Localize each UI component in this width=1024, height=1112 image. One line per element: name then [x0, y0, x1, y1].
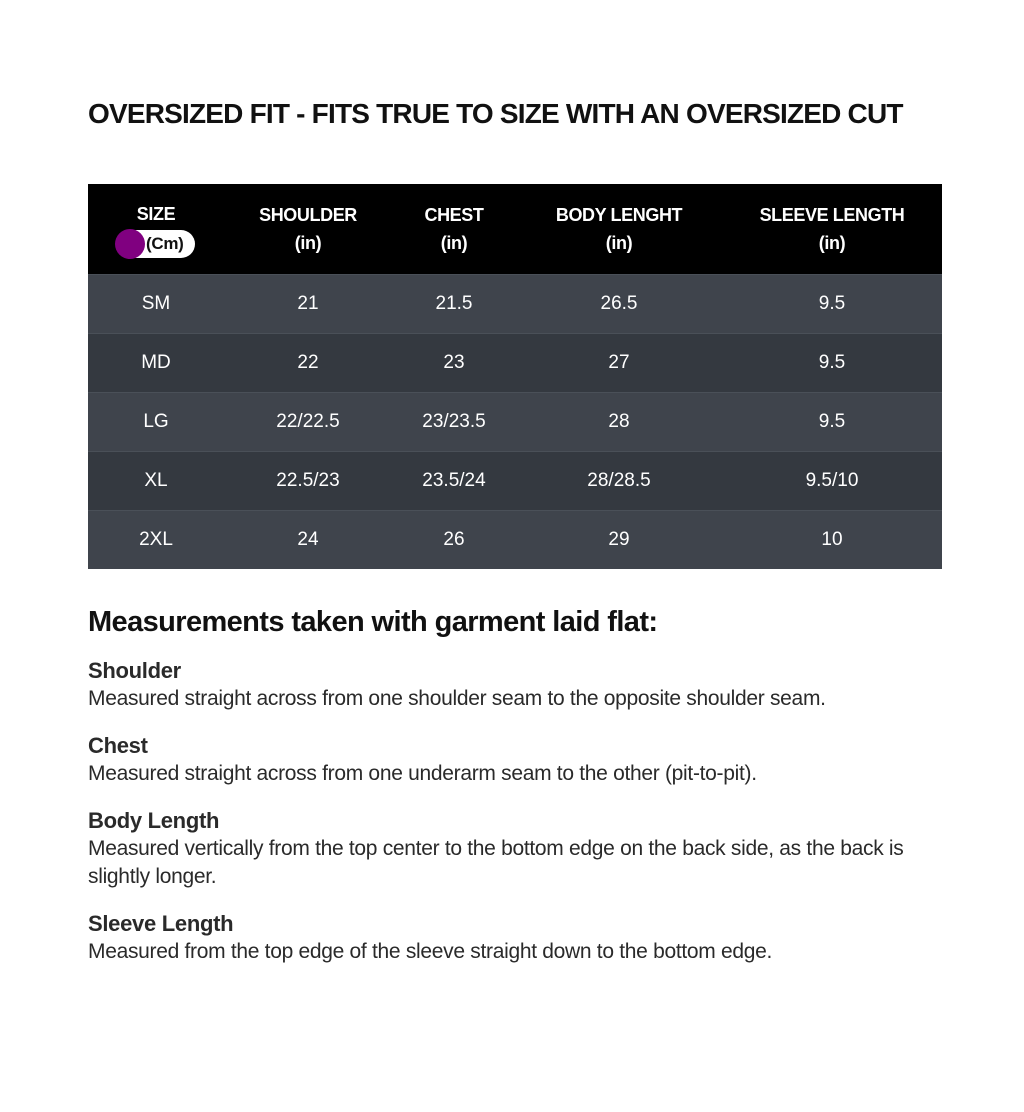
cell-chest: 23.5/24	[392, 452, 516, 511]
header-shoulder-unit: (in)	[294, 233, 322, 253]
cell-shoulder: 22	[224, 334, 392, 393]
measurement-item-body-length	[88, 806, 948, 891]
measurement-term: Sleeve Length	[88, 911, 234, 936]
table-header-row	[88, 184, 942, 275]
measurement-item-sleeve-length	[88, 909, 948, 966]
cell-sleeve-length: 9.5	[722, 334, 942, 393]
cell-chest: 26	[392, 511, 516, 570]
header-size	[88, 184, 224, 275]
header-chest-label: CHEST	[424, 205, 484, 225]
cell-size: XL	[88, 452, 224, 511]
cell-body-length: 28/28.5	[516, 452, 722, 511]
cell-sleeve-length: 9.5/10	[722, 452, 942, 511]
cell-chest: 23/23.5	[392, 393, 516, 452]
table-row	[88, 334, 942, 393]
cell-shoulder: 21	[224, 275, 392, 334]
header-sleeve-length	[722, 184, 942, 275]
measurement-term: Shoulder	[88, 658, 181, 683]
header-chest-unit: (in)	[440, 233, 468, 253]
table-row	[88, 275, 942, 334]
cell-shoulder: 24	[224, 511, 392, 570]
page-title: OVERSIZED FIT - FITS TRUE TO SIZE WITH AN OVERSIZED CUT	[88, 98, 903, 129]
cell-body-length: 29	[516, 511, 722, 570]
measurements-heading: Measurements taken with garment laid flat:	[88, 606, 658, 638]
header-shoulder-label: SHOULDER	[259, 205, 357, 225]
measurement-term: Chest	[88, 733, 148, 758]
measurement-term: Body Length	[88, 808, 220, 833]
cell-size: SM	[88, 275, 224, 334]
cell-chest: 21.5	[392, 275, 516, 334]
cell-size: LG	[88, 393, 224, 452]
measurements-list	[88, 656, 948, 984]
measurement-description: Measured from the top edge of the sleeve straight down to the bottom edge.	[88, 940, 773, 963]
cell-shoulder: 22.5/23	[224, 452, 392, 511]
header-chest	[392, 184, 516, 275]
header-size-label: SIZE	[136, 203, 176, 224]
header-shoulder	[224, 184, 392, 275]
measurement-description: Measured straight across from one underarm seam to the other (pit-to-pit).	[88, 762, 757, 785]
unit-toggle-label: (Cm)	[146, 234, 184, 254]
toggle-knob[interactable]	[115, 229, 145, 259]
measurement-item-shoulder	[88, 656, 948, 713]
header-sleeve-length-unit: (in)	[818, 233, 846, 253]
cell-sleeve-length: 9.5	[722, 275, 942, 334]
cell-chest: 23	[392, 334, 516, 393]
cell-body-length: 27	[516, 334, 722, 393]
measurement-description: Measured straight across from one shoulder seam to the opposite shoulder seam.	[88, 687, 826, 710]
cell-sleeve-length: 10	[722, 511, 942, 570]
table-row	[88, 452, 942, 511]
cell-body-length: 28	[516, 393, 722, 452]
cell-body-length: 26.5	[516, 275, 722, 334]
header-body-length	[516, 184, 722, 275]
measurement-description: Measured vertically from the top center to the bottom edge on the back side, as the back is slightly longer.	[88, 837, 904, 888]
header-body-length-unit: (in)	[605, 233, 633, 253]
cell-shoulder: 22/22.5	[224, 393, 392, 452]
cell-sleeve-length: 9.5	[722, 393, 942, 452]
table-row	[88, 393, 942, 452]
size-chart-table	[88, 184, 942, 569]
table-row	[88, 511, 942, 570]
measurement-item-chest	[88, 731, 948, 788]
unit-toggle[interactable]	[117, 230, 195, 258]
cell-size: 2XL	[88, 511, 224, 570]
cell-size: MD	[88, 334, 224, 393]
header-sleeve-length-label: SLEEVE LENGTH	[759, 205, 905, 225]
header-body-length-label: BODY LENGHT	[555, 205, 683, 225]
